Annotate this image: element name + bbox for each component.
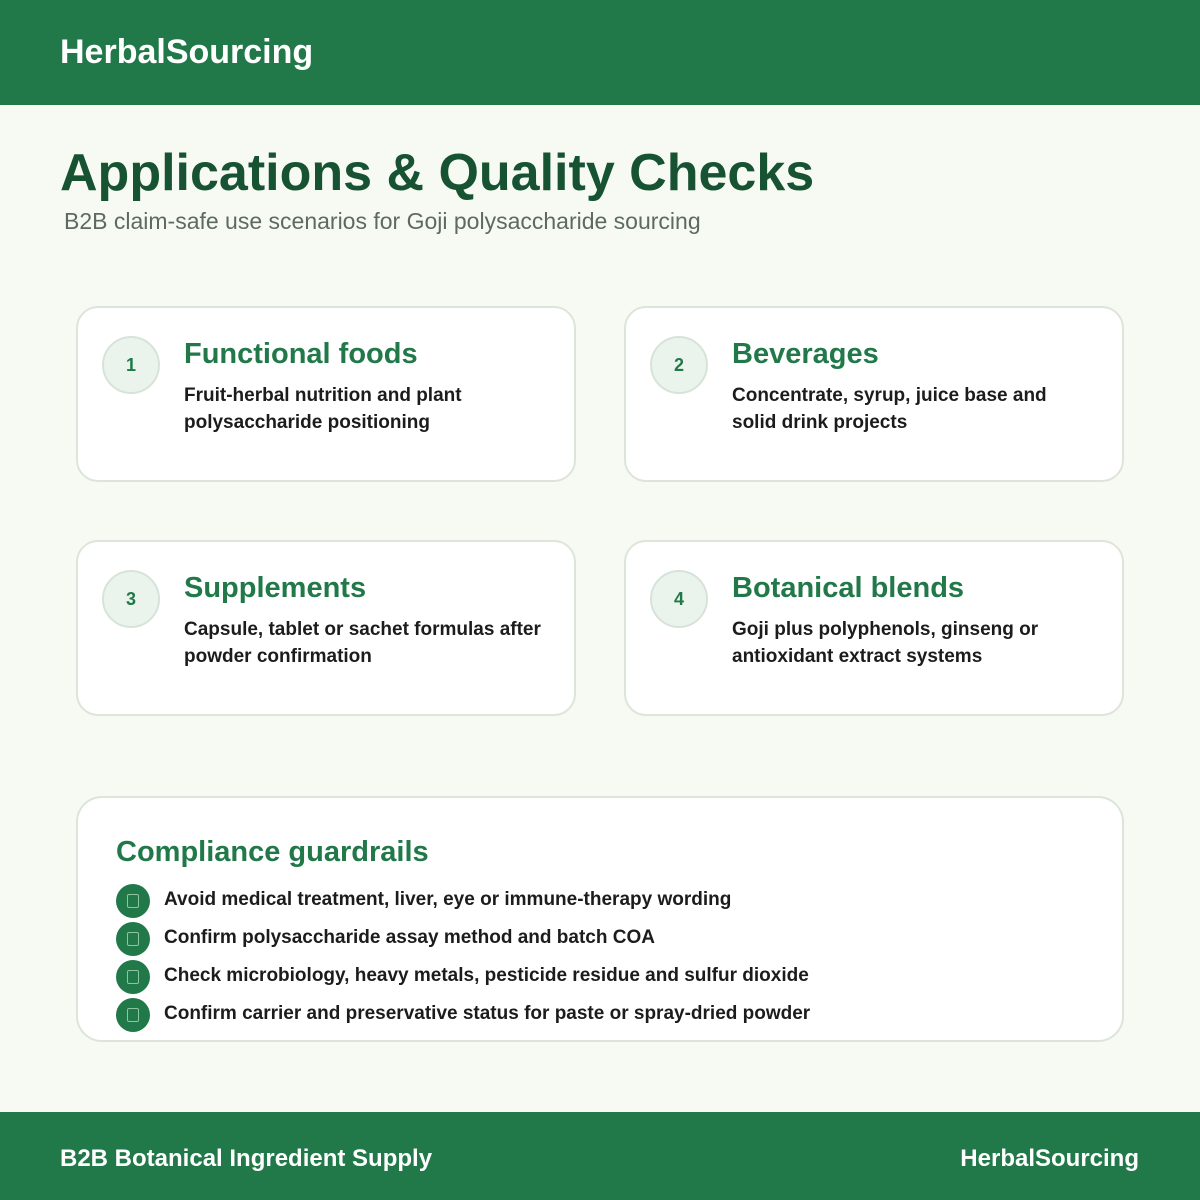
- guardrail-text: Confirm polysaccharide assay method and batch COA: [164, 927, 655, 948]
- check-icon: [116, 884, 150, 918]
- application-description: Fruit-herbal nutrition and plant polysaccharide positioning: [184, 385, 462, 433]
- application-title: Botanical blends: [732, 572, 965, 604]
- top-header: [0, 0, 1200, 105]
- application-card-supplements: [76, 540, 576, 716]
- guardrail-text: Check microbiology, heavy metals, pesticide residue and sulfur dioxide: [164, 965, 809, 986]
- step-number-badge: 4: [650, 570, 708, 628]
- footer-tagline: B2B Botanical Ingredient Supply: [60, 1145, 433, 1172]
- step-number-badge: 3: [102, 570, 160, 628]
- application-title: Supplements: [184, 572, 367, 604]
- footer-brand[interactable]: HerbalSourcing: [960, 1145, 1139, 1172]
- guardrail-text: Avoid medical treatment, liver, eye or immune-therapy wording: [164, 889, 732, 910]
- application-card-botanical-blends: [624, 540, 1124, 716]
- compliance-title: Compliance guardrails: [116, 836, 429, 868]
- application-title: Beverages: [732, 338, 879, 370]
- footer-bar: [0, 1112, 1200, 1200]
- compliance-guardrails-panel: [76, 796, 1124, 1042]
- step-number-badge: 2: [650, 336, 708, 394]
- step-number-badge: 1: [102, 336, 160, 394]
- page-subtitle: B2B claim-safe use scenarios for Goji polysaccharide sourcing: [64, 208, 701, 234]
- application-card-beverages: [624, 306, 1124, 482]
- application-card-functional-foods: [76, 306, 576, 482]
- application-description: Goji plus polyphenols, ginseng or antioxidant extract systems: [732, 619, 1039, 667]
- brand-logo-text[interactable]: HerbalSourcing: [60, 33, 314, 71]
- guardrail-text: Confirm carrier and preservative status for paste or spray-dried powder: [164, 1003, 811, 1024]
- page-title: Applications & Quality Checks: [60, 144, 815, 202]
- application-description: Concentrate, syrup, juice base and solid drink projects: [732, 385, 1047, 433]
- application-title: Functional foods: [184, 338, 418, 370]
- check-icon: [116, 960, 150, 994]
- check-icon: [116, 998, 150, 1032]
- application-description: Capsule, tablet or sachet formulas after powder confirmation: [184, 619, 541, 667]
- check-icon: [116, 922, 150, 956]
